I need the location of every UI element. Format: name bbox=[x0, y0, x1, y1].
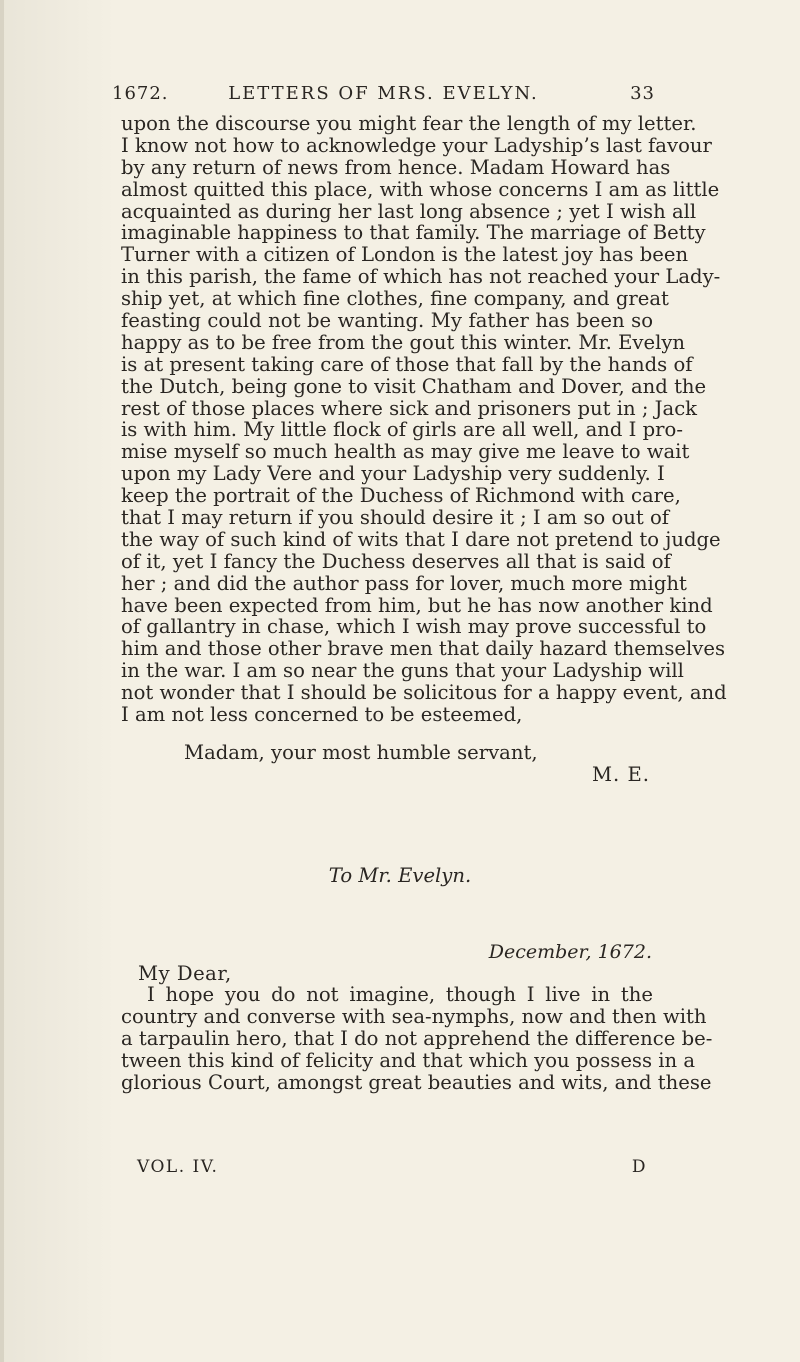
text-line: ship yet, at which fine clothes, fine company, and great bbox=[121, 287, 669, 311]
text-line: the way of such kind of wits that I dare not pretend to judge bbox=[121, 527, 721, 551]
letter1-body bbox=[121, 112, 727, 727]
text-line: glorious Court, amongst great beauties and wits, and these bbox=[121, 1070, 712, 1094]
text-line: not wonder that I should be solicitous for a happy event, and bbox=[121, 681, 727, 705]
text-line: have been expected from him, but he has now another kind bbox=[121, 593, 713, 617]
text-line: feasting could not be wanting. My father has been so bbox=[121, 309, 653, 333]
text-line: upon the discourse you might fear the length of my letter. bbox=[121, 112, 697, 135]
text-line: is at present taking care of those that fall by the hands of bbox=[121, 352, 693, 376]
text-line: of it, yet I fancy the Duchess deserves all that is said of bbox=[121, 549, 671, 573]
volume-label: VOL. IV. bbox=[137, 1157, 219, 1177]
letter2-salutation: My Dear, bbox=[138, 962, 232, 985]
text-line: I am not less concerned to be esteemed, bbox=[121, 703, 523, 727]
text-line: upon my Lady Vere and your Ladyship very suddenly. I bbox=[121, 462, 665, 486]
text-line: Turner with a citizen of London is the latest joy has been bbox=[121, 243, 689, 267]
page-footer bbox=[137, 1157, 647, 1181]
text-line: mise myself so much health as may give me leave to wait bbox=[121, 440, 690, 464]
text-line: of gallantry in chase, which I wish may prove successful to bbox=[121, 615, 707, 639]
header-title: LETTERS OF MRS. EVELYN. bbox=[228, 83, 539, 104]
text-line: a tarpaulin hero, that I do not apprehend the difference be- bbox=[121, 1026, 713, 1050]
letter1-closing: Madam, your most humble servant, bbox=[184, 741, 538, 764]
text-line: almost quitted this place, with whose concerns I am as little bbox=[121, 177, 720, 201]
text-line: rest of those places where sick and prisoners put in ; Jack bbox=[121, 396, 698, 420]
text-line: imaginable happiness to that family. The marriage of Betty bbox=[121, 221, 706, 245]
text-line: tween this kind of felicity and that which you possess in a bbox=[121, 1048, 696, 1072]
text-line: I hope you do not imagine, though I live in the bbox=[147, 983, 653, 1006]
text-line: is with him. My little flock of girls are all well, and I pro- bbox=[121, 418, 683, 442]
text-line: country and converse with sea-nymphs, now and then with bbox=[121, 1004, 707, 1028]
page-gutter-shadow bbox=[0, 0, 118, 1362]
letter2-heading: To Mr. Evelyn. bbox=[328, 864, 472, 887]
letter2-date: December, 1672. bbox=[488, 941, 652, 963]
text-line: by any return of news from hence. Madam Howard has bbox=[121, 155, 671, 179]
text-line: him and those other brave men that daily hazard themselves bbox=[121, 637, 726, 661]
text-line: happy as to be free from the gout this winter. Mr. Evelyn bbox=[121, 330, 686, 354]
header-year: 1672. bbox=[112, 83, 169, 104]
text-line: the Dutch, being gone to visit Chatham and Dover, and the bbox=[121, 374, 707, 398]
text-line: her ; and did the author pass for lover, much more might bbox=[121, 571, 687, 595]
running-head bbox=[112, 83, 655, 109]
page-binding-edge bbox=[0, 0, 4, 1362]
text-line: keep the portrait of the Duchess of Richmond with care, bbox=[121, 484, 681, 508]
letter2-body bbox=[121, 983, 713, 1094]
text-line: that I may return if you should desire it ; I am so out of bbox=[121, 506, 670, 530]
text-line: in the war. I am so near the guns that your Ladyship will bbox=[121, 659, 684, 683]
letter1-signature: M. E. bbox=[591, 763, 650, 786]
signature-mark: D bbox=[631, 1157, 647, 1177]
text-line: acquainted as during her last long absence ; yet I wish all bbox=[121, 199, 697, 223]
text-line: in this parish, the fame of which has not reached your Lady- bbox=[121, 265, 721, 289]
page-number: 33 bbox=[630, 83, 655, 104]
text-line: I know not how to acknowledge your Ladyship’s last favour bbox=[121, 133, 712, 157]
